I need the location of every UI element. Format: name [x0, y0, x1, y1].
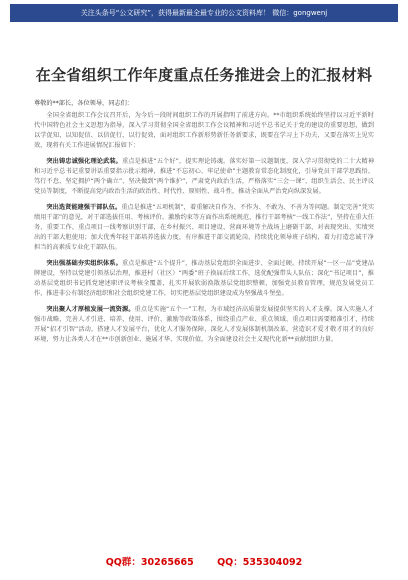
paragraph-list [34, 111, 374, 345]
paragraph [34, 259, 374, 299]
paragraph-text: 重点是推进“五个好”，提实理论铸魂。落实好第一议题制度，深入学习贯彻党的二十大精神和习近平总书记重要讲话重要指示批示精神，推进“不忘初心、牢记使命”主题教育常态化制度化，引导党员干部学思践悟、笃行不怠，坚定拥护“两个确立”、坚决做到“两个维护”，严肃党内政治生活，严格落实“三会一课”、组织生活会、民主评议党员等制度，不断提高党内政治生活的政治性、时代性、原则性、战斗性，推动全面从严治党向纵深发展。 [34, 158, 375, 195]
paragraph [34, 157, 374, 197]
paragraph-lead: 突出聚人才厚植发展一流资源。 [46, 306, 135, 313]
salutation: 尊敬的**部长，各位领导，同志们： [34, 100, 133, 107]
paragraph [34, 203, 374, 253]
footer-contact [0, 554, 408, 568]
top-banner: 关注头条号“公文研究”，获得最新最全最专业的公文资料库！ 微信：gongwenj [10, 4, 398, 22]
qq-number: QQ：535304092 [217, 557, 303, 568]
paragraph [34, 111, 374, 151]
paragraph-lead: 突出强基础夯实组织体系。 [46, 260, 122, 267]
paragraph-lead: 突出选贤能建强干部队伍。 [46, 204, 122, 211]
paragraph [34, 305, 374, 345]
paragraph-text: 重点是推进“五个提升”，推动基层党组织全面进步、全面过硬。持续开展“一区一品”党建品牌建设，坚持以党建引领基层治理，推进村（社区）“两委”班子换届后续工作，选优配强带头人队伍；深化“书记项目”，推动基层党组织书记抓党建述职评议考核全覆盖，扎实开展软弱涣散基层党组织整顿，加强党员教育管理，规范发展党员工作，推进非公有制经济组织和社会组织党建工作，切实把基层党组织建设成为坚强战斗堡垒。 [34, 260, 375, 297]
document-body [34, 64, 374, 351]
paragraph-lead: 突出铸忠诚强化理论武装。 [46, 158, 122, 165]
page-title: 在全省组织工作年度重点任务推进会上的汇报材料 [35, 66, 373, 84]
paragraph-text: 重点是推进“五项机制”，着重解决自作为、不作为、不敢为、不善为等问题。制定完善“凭实绩用干部”的意见，对干部选拔任用、考核评价、激励约束等方面作出系统规范，推行干部考核“一线工作法”，坚持在重大任务、重要工作、重点项目一线考察识别干部，在乡村振兴、项目建设、营商环境等主战场上磨砺干部，对表现突出、实绩突出的干部大胆使用；加大优秀年轻干部培养选拔力度，有序推进干部交流轮岗，持续优化领导班子结构，着力打造忠诚干净担当的高素质专业化干部队伍。 [34, 204, 375, 251]
paragraph-text: 重点是实施“五个一”工程，为市域经济高质量发展提供坚实的人才支撑。深入实施人才强市战略，完善人才引进、培养、使用、评价、激励等政策体系，围绕重点产业、重点领域、重点项目需要精准引才，持续开展“招才引智”活动，搭建人才发展平台，优化人才服务保障，深化人才发展体制机制改革，营造识才爱才敬才用才的良好环境，努力让各类人才在**市创新创业、施展才华、实现价值，为全面建设社会主义现代化新**贡献组织力量。 [34, 306, 374, 343]
qq-group: QQ群：30265665 [105, 557, 194, 568]
paragraph-text: 全国全省组织工作会议召开后，为今后一段时间组织工作的开展指明了前进方向。**市组织系统始终坚持以习近平新时代中国特色社会主义思想为指导，深入学习贯彻全国全省组织工作会议精神和习近平总书记关于党的建设的重要思想，做到以学促知、以知促信、以信促行，以行促效，面对组织工作新形势新任务新要求，既要在学习上下功夫，又要在落实上见实效，现将有关工作进展情况汇报如下： [34, 112, 374, 149]
